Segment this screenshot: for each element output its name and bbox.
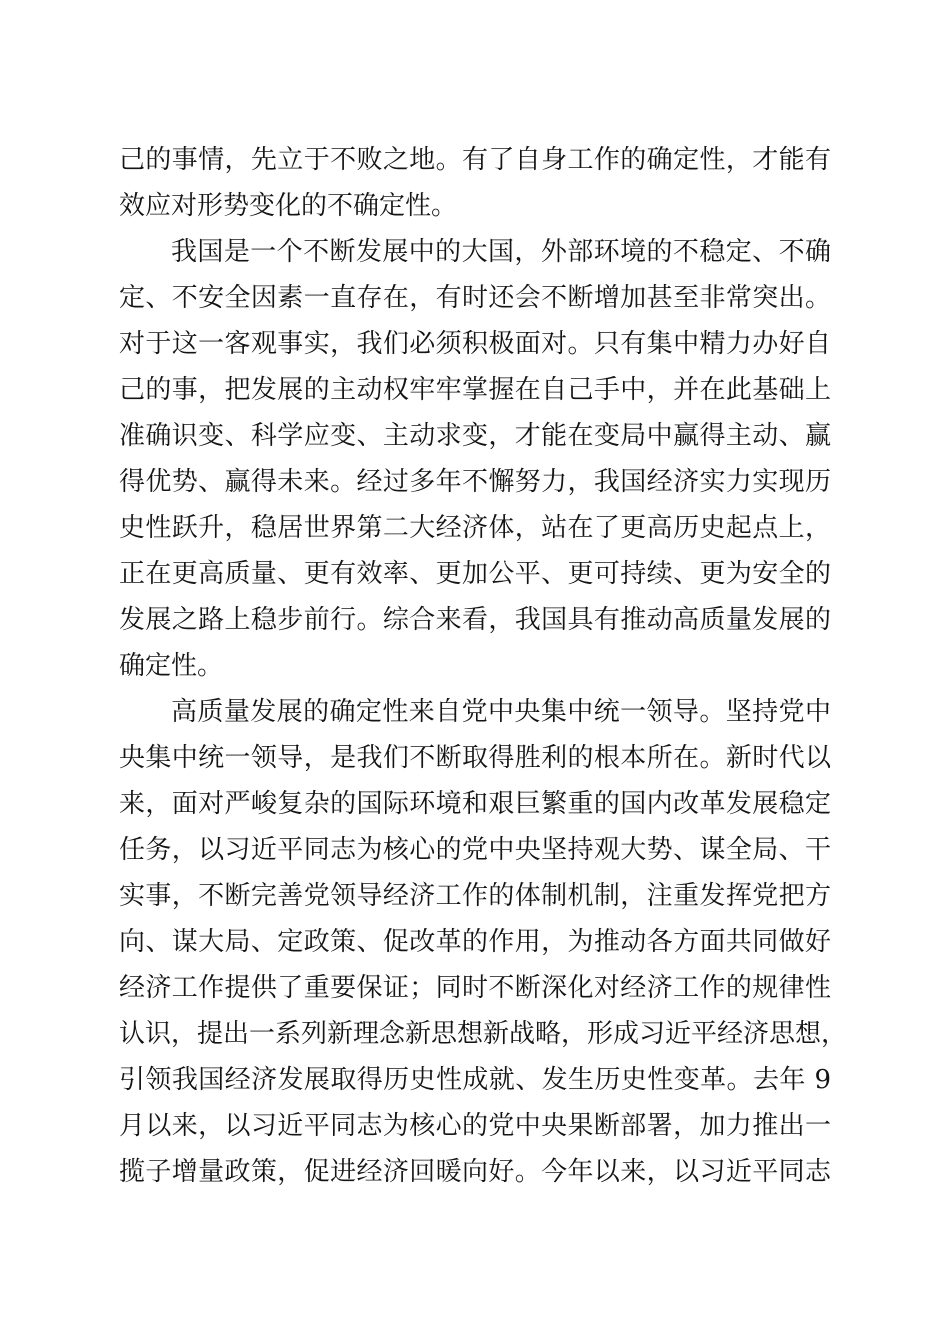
text-line: 定、不安全因素一直存在，有时还会不断增加甚至非常突出。 (119, 283, 831, 313)
text-line: 己的事情，先立于不败之地。有了自身工作的确定性，才能有 (119, 145, 831, 175)
text-line: 史性跃升，稳居世界第二大经济体，站在了更高历史起点上， (119, 513, 831, 543)
text-line: 揽子增量政策，促进经济回暖向好。今年以来，以习近平同志 (119, 1157, 831, 1187)
text-line: 认识，提出一系列新理念新思想新战略，形成习近平经济思想， (119, 1019, 848, 1049)
text-line: 任务，以习近平同志为核心的党中央坚持观大势、谋全局、干 (119, 835, 831, 865)
text-line: 经济工作提供了重要保证；同时不断深化对经济工作的规律性 (119, 973, 831, 1003)
text-line: 月以来，以习近平同志为核心的党中央果断部署，加力推出一 (119, 1111, 831, 1141)
text-line: 确定性。 (119, 651, 224, 681)
text-line: 向、谋大局、定政策、促改革的作用，为推动各方面共同做好 (119, 927, 831, 957)
text-line: 己的事，把发展的主动权牢牢掌握在自己手中，并在此基础上 (119, 375, 831, 405)
text-line: 引领我国经济发展取得历史性成就、发生历史性变革。去年 9 (119, 1065, 831, 1095)
paragraph-first-line: 我国是一个不断发展中的大国，外部环境的不稳定、不确 (171, 237, 831, 267)
text-line: 准确识变、科学应变、主动求变，才能在变局中赢得主动、赢 (119, 421, 831, 451)
text-line: 央集中统一领导，是我们不断取得胜利的根本所在。新时代以 (119, 743, 831, 773)
text-line: 效应对形势变化的不确定性。 (119, 191, 458, 221)
text-line: 对于这一客观事实，我们必须积极面对。只有集中精力办好自 (119, 329, 831, 359)
text-line: 来，面对严峻复杂的国际环境和艰巨繁重的国内改革发展稳定 (119, 789, 831, 819)
paragraph-first-line: 高质量发展的确定性来自党中央集中统一领导。坚持党中 (171, 697, 831, 727)
text-line: 得优势、赢得未来。经过多年不懈努力，我国经济实力实现历 (119, 467, 831, 497)
text-line: 发展之路上稳步前行。综合来看，我国具有推动高质量发展的 (119, 605, 831, 635)
text-line: 实事，不断完善党领导经济工作的体制机制，注重发挥党把方 (119, 881, 831, 911)
text-line: 正在更高质量、更有效率、更加公平、更可持续、更为安全的 (119, 559, 831, 589)
